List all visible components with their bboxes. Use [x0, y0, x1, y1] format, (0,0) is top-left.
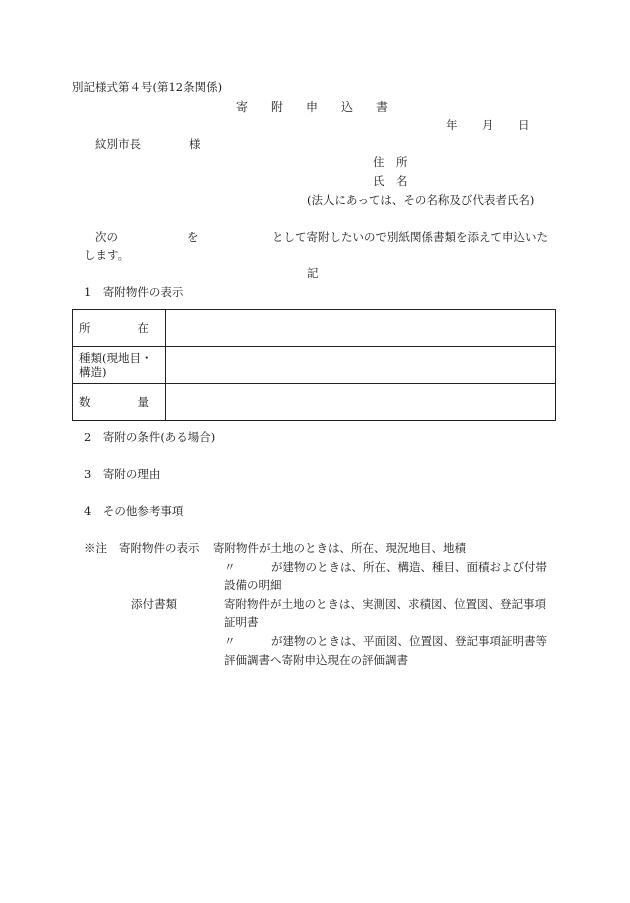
note-line-1: 寄附物件が土地のときは、所在、現況地目、地積	[213, 541, 466, 555]
note-line-2: が建物のときは、所在、構造、種目、面積および付帯	[271, 560, 547, 574]
type-label-text: 種類(現地目・構造)	[79, 351, 153, 379]
title-char: 附	[271, 100, 284, 114]
ditto-mark: 〃	[224, 634, 236, 648]
address-label: 住 所	[373, 155, 408, 169]
donation-items-table	[72, 309, 556, 421]
date-year: 年	[446, 118, 458, 132]
date-day: 日	[518, 118, 530, 132]
title-char: 書	[376, 100, 389, 114]
table-row	[73, 310, 556, 347]
table-row	[73, 384, 556, 421]
ki-mark: 記	[307, 266, 319, 280]
corporation-note: (法人にあっては、その名称及び代表者氏名)	[307, 193, 535, 207]
notes-prefix: ※注	[84, 541, 107, 555]
honorific: 様	[189, 137, 201, 151]
notes-label-attachments: 添付書類	[131, 597, 177, 611]
title-char: 込	[341, 100, 354, 114]
body-part1: 次の	[95, 230, 118, 244]
type-value[interactable]	[166, 347, 556, 384]
section-3-heading: 3 寄附の理由	[84, 467, 161, 481]
ditto-mark: 〃	[224, 560, 236, 574]
section-2-heading: 2 寄附の条件(ある場合)	[84, 430, 216, 444]
name-label: 氏 名	[373, 174, 408, 188]
label-char: 所	[79, 320, 91, 335]
date-month: 月	[482, 118, 494, 132]
location-value[interactable]	[166, 310, 556, 347]
body-line2: します。	[84, 248, 130, 262]
table-row	[73, 347, 556, 384]
note-line-2-cont: 設備の明細	[224, 578, 282, 592]
addressee: 紋別市長	[95, 137, 141, 151]
label-char: 量	[137, 394, 149, 409]
note-line-4: が建物のときは、平面図、位置図、登記事項証明書等	[271, 634, 547, 648]
location-label	[73, 310, 166, 347]
title-char: 申	[306, 100, 319, 114]
note-line-4-cont: 評価調書へ寄附申込現在の評価調書	[224, 653, 408, 667]
body-part3: として寄附したいので別紙関係書類を添えて申込いた	[272, 230, 548, 244]
note-line-3: 寄附物件が土地のときは、実測図、求積図、位置図、登記事項	[224, 597, 546, 611]
notes-label-items: 寄附物件の表示	[119, 541, 200, 555]
title-char: 寄	[236, 100, 249, 114]
section-4-heading: 4 その他参考事項	[84, 504, 184, 518]
label-char: 数	[79, 394, 91, 409]
body-part2: を	[187, 230, 199, 244]
quantity-value[interactable]	[166, 384, 556, 421]
section-1-heading: 1 寄附物件の表示	[84, 285, 184, 299]
quantity-label	[73, 384, 166, 421]
form-number: 別記様式第４号(第12条関係)	[72, 80, 223, 94]
note-line-3-cont: 証明書	[224, 615, 259, 629]
label-char: 在	[137, 320, 149, 335]
type-label	[73, 347, 166, 384]
